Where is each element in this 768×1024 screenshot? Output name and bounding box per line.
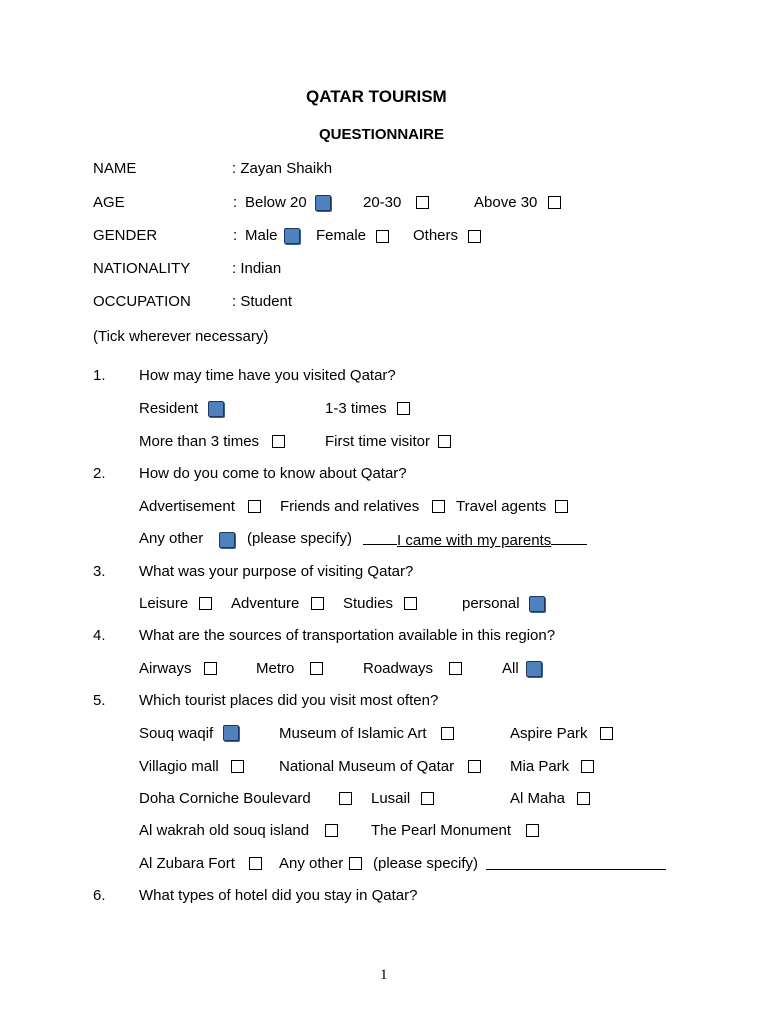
q4-metro-checkbox[interactable] — [310, 662, 323, 675]
q6-number: 6. — [93, 887, 106, 904]
q5-any-other-checkbox[interactable] — [349, 857, 362, 870]
q5-option-national-museum-label: National Museum of Qatar — [279, 758, 455, 775]
q2-text: How do you come to know about Qatar? — [139, 465, 407, 482]
q5-option-doha-corniche-label: Doha Corniche Boulevard — [139, 790, 311, 807]
q2-specify-field[interactable] — [363, 530, 587, 550]
q1-number: 1. — [93, 367, 106, 384]
gender-option-female-label: Female — [316, 227, 367, 244]
q3-personal-checkbox[interactable] — [529, 596, 545, 612]
gender-female-checkbox[interactable] — [376, 230, 389, 243]
q5-option-al-wakrah-label: Al wakrah old souq island — [139, 822, 310, 839]
page-title: QATAR TOURISM — [306, 87, 447, 106]
q5-pearl-monument-checkbox[interactable] — [526, 824, 539, 837]
q5-al-wakrah-checkbox[interactable] — [325, 824, 338, 837]
gender-male-checkbox[interactable] — [284, 228, 300, 244]
page-subtitle: QUESTIONNAIRE — [319, 126, 445, 143]
q5-specify-field[interactable] — [486, 855, 666, 875]
q4-all-checkbox[interactable] — [526, 661, 542, 677]
age-20-30-checkbox[interactable] — [416, 196, 429, 209]
gender-option-others-label: Others — [413, 227, 459, 244]
gender-colon: : — [233, 227, 238, 244]
q1-first-time-checkbox[interactable] — [438, 435, 451, 448]
gender-others-checkbox[interactable] — [468, 230, 481, 243]
q2-advertisement-checkbox[interactable] — [248, 500, 261, 513]
q4-option-metro-label: Metro — [256, 660, 295, 677]
q2-option-friends-label: Friends and relatives — [280, 498, 420, 515]
gender-label: GENDER — [93, 227, 158, 244]
q4-airways-checkbox[interactable] — [204, 662, 217, 675]
q4-option-roadways-label: Roadways — [363, 660, 434, 677]
q5-national-museum-checkbox[interactable] — [468, 760, 481, 773]
q5-aspire-park-checkbox[interactable] — [600, 727, 613, 740]
q5-option-souq-waqif-label: Souq waqif — [139, 725, 214, 742]
q5-option-mia-park-label: Mia Park — [510, 758, 570, 775]
q2-friends-checkbox[interactable] — [432, 500, 445, 513]
q1-option-more-than-3-label: More than 3 times — [139, 433, 260, 450]
nationality-label: NATIONALITY — [93, 260, 191, 277]
q1-option-1-3-times-label: 1-3 times — [325, 400, 387, 417]
q5-text: Which tourist places did you visit most often? — [139, 692, 439, 709]
q4-roadways-checkbox[interactable] — [449, 662, 462, 675]
age-below-20-checkbox[interactable] — [315, 195, 331, 211]
q2-specify-value: I came with my parents — [397, 532, 552, 549]
q2-specify-label: (please specify) — [247, 530, 353, 547]
q5-option-museum-islamic-art-label: Museum of Islamic Art — [279, 725, 427, 742]
q3-adventure-checkbox[interactable] — [311, 597, 324, 610]
q1-1-3-times-checkbox[interactable] — [397, 402, 410, 415]
occupation-label: OCCUPATION — [93, 293, 191, 310]
q4-option-all-label: All — [502, 660, 519, 677]
q5-doha-corniche-checkbox[interactable] — [339, 792, 352, 805]
q5-option-villagio-mall-label: Villagio mall — [139, 758, 219, 775]
q5-option-aspire-park-label: Aspire Park — [510, 725, 588, 742]
q5-option-al-maha-label: Al Maha — [510, 790, 566, 807]
q2-option-any-other-label: Any other — [139, 530, 204, 547]
page-number: 1 — [380, 967, 388, 983]
q2-travel-agents-checkbox[interactable] — [555, 500, 568, 513]
q3-number: 3. — [93, 563, 106, 580]
q5-mia-park-checkbox[interactable] — [581, 760, 594, 773]
occupation-value: : Student — [232, 293, 293, 310]
name-label: NAME — [93, 160, 137, 177]
age-option-below-20-label: Below 20 — [245, 194, 307, 211]
q3-leisure-checkbox[interactable] — [199, 597, 212, 610]
q5-option-lusail-label: Lusail — [371, 790, 411, 807]
q3-text: What was your purpose of visiting Qatar? — [139, 563, 414, 580]
q5-villagio-mall-checkbox[interactable] — [231, 760, 244, 773]
name-value: : Zayan Shaikh — [232, 160, 333, 177]
age-option-above-30-label: Above 30 — [474, 194, 538, 211]
q3-option-leisure-label: Leisure — [139, 595, 189, 612]
q2-option-advertisement-label: Advertisement — [139, 498, 235, 515]
q2-number: 2. — [93, 465, 106, 482]
q2-option-travel-agents-label: Travel agents — [456, 498, 547, 515]
age-above-30-checkbox[interactable] — [548, 196, 561, 209]
q5-specify-label: (please specify) — [373, 855, 479, 872]
q2-any-other-checkbox[interactable] — [219, 532, 235, 548]
age-label: AGE — [93, 194, 125, 211]
gender-option-male-label: Male — [245, 227, 278, 244]
q1-option-first-time-label: First time visitor — [325, 433, 430, 450]
instruction-text: (Tick wherever necessary) — [93, 328, 269, 345]
q4-option-airways-label: Airways — [139, 660, 192, 677]
age-colon: : — [233, 194, 238, 211]
q5-option-al-zubara-label: Al Zubara Fort — [139, 855, 235, 872]
q4-number: 4. — [93, 627, 106, 644]
q6-text: What types of hotel did you stay in Qatar? — [139, 887, 418, 904]
q5-al-zubara-checkbox[interactable] — [249, 857, 262, 870]
q4-text: What are the sources of transportation available in this region? — [139, 627, 556, 644]
q5-lusail-checkbox[interactable] — [421, 792, 434, 805]
q1-option-resident-label: Resident — [139, 400, 199, 417]
q5-al-maha-checkbox[interactable] — [577, 792, 590, 805]
q3-studies-checkbox[interactable] — [404, 597, 417, 610]
q3-option-studies-label: Studies — [343, 595, 394, 612]
nationality-value: : Indian — [232, 260, 282, 277]
q5-souq-waqif-checkbox[interactable] — [223, 725, 239, 741]
q5-number: 5. — [93, 692, 106, 709]
q3-option-adventure-label: Adventure — [231, 595, 300, 612]
q5-option-pearl-monument-label: The Pearl Monument — [371, 822, 512, 839]
q1-resident-checkbox[interactable] — [208, 401, 224, 417]
age-option-20-30-label: 20-30 — [363, 194, 402, 211]
q5-option-any-other-label: Any other — [279, 855, 344, 872]
q1-more-than-3-checkbox[interactable] — [272, 435, 285, 448]
q5-museum-islamic-art-checkbox[interactable] — [441, 727, 454, 740]
q3-option-personal-label: personal — [462, 595, 520, 612]
q1-text: How may time have you visited Qatar? — [139, 367, 396, 384]
